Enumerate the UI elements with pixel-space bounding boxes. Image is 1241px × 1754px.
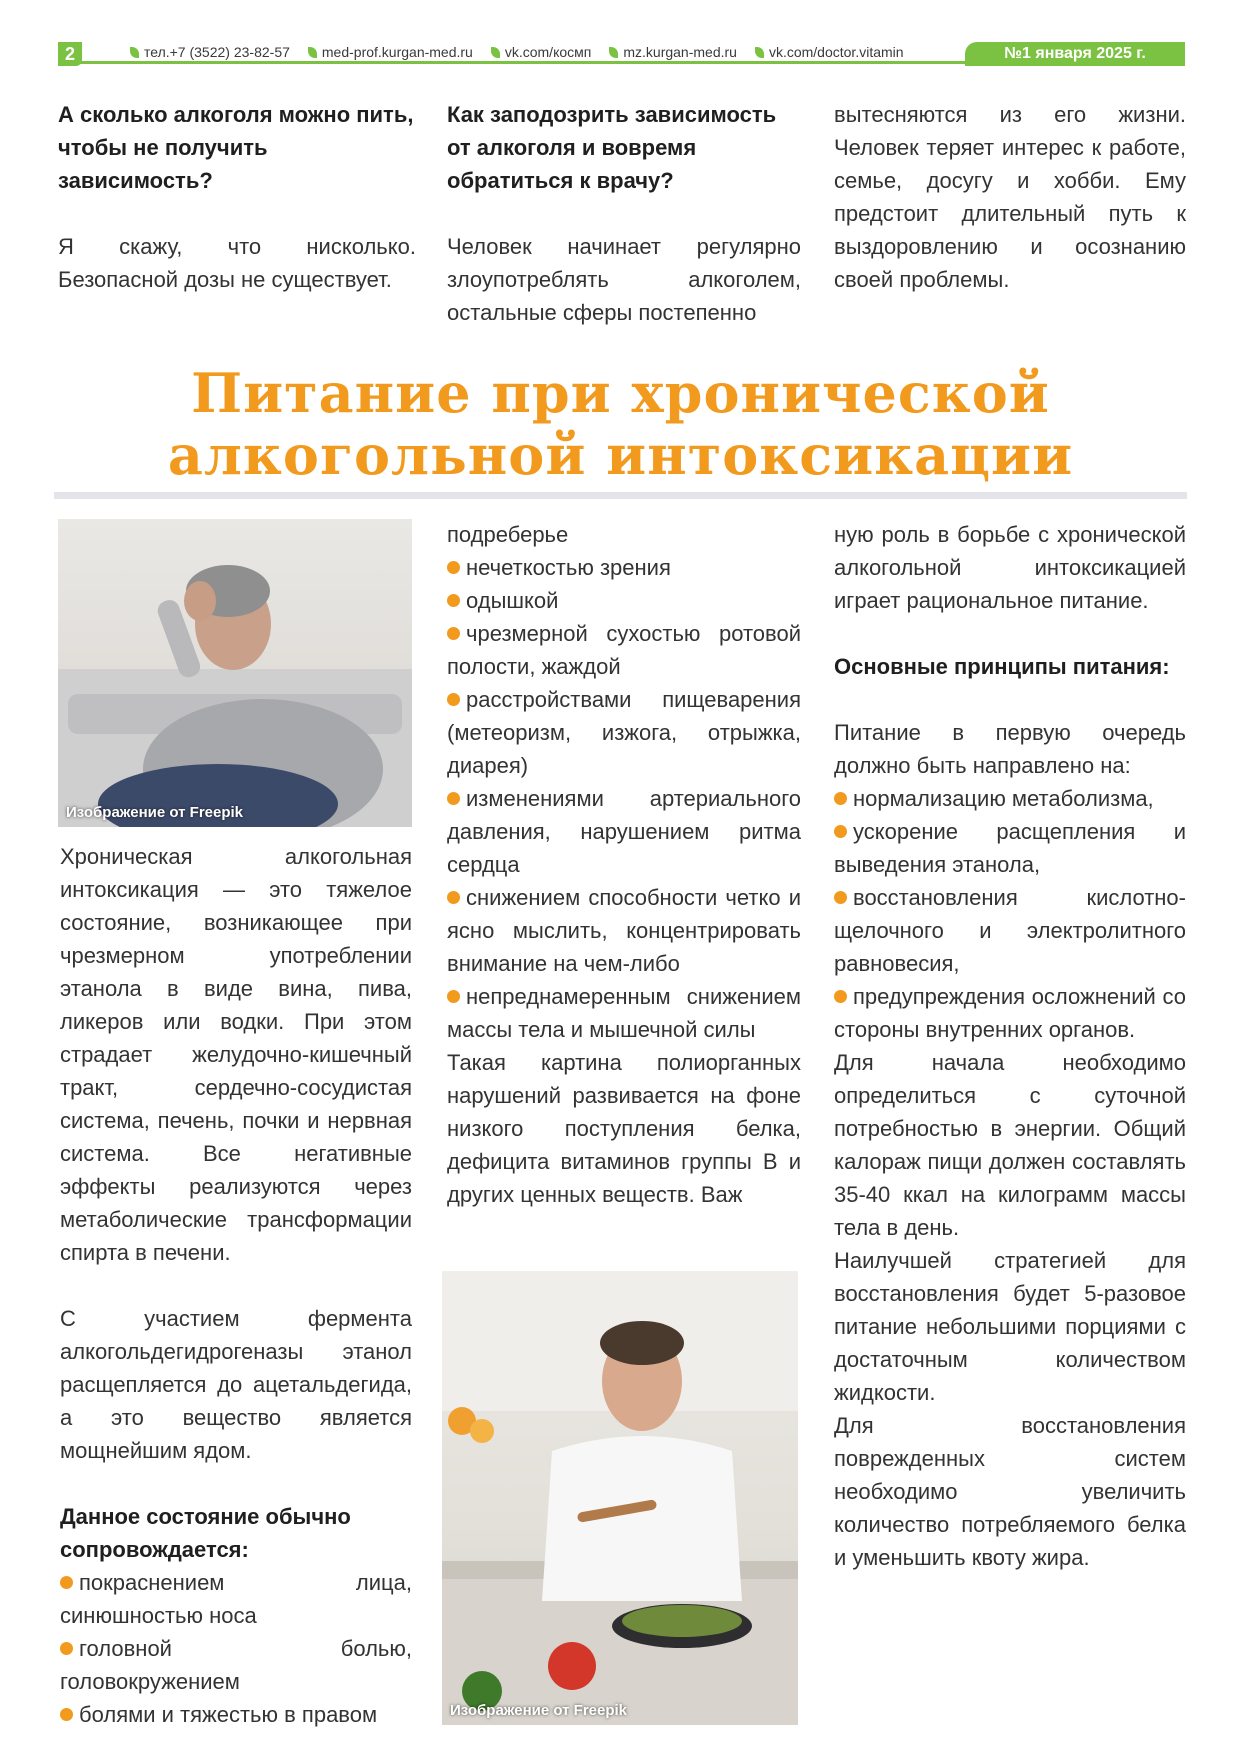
title-divider <box>54 492 1187 499</box>
bullet-dot-icon <box>834 825 847 838</box>
protein-paragraph: Для восстановления поврежденных систем необходимо увеличить количество потребляемого белка и уменьшить квоту жира. <box>834 1413 1186 1570</box>
list-item: снижением способности четко и ясно мыслить, концентрировать внимание на чем-либо <box>447 885 801 976</box>
bullet-dot-icon <box>834 990 847 1003</box>
photo-tired-man <box>58 519 412 827</box>
list-item: ускорение расщепления и выведения этанола, <box>834 819 1186 877</box>
list-item: непреднамеренным снижением массы тела и мышечной силы <box>447 984 801 1042</box>
contact-phone: тел.+7 (3522) 23-82-57 <box>130 42 290 62</box>
list-item: восстановления кислотно-щелочного и электролитного равновесия, <box>834 885 1186 976</box>
intro-paragraph: Хроническая алкогольная интоксикация — это тяжелое состояние, возникающее при чрезмерном употреблении этанола в виде вина, пива, ликеров или водки. При этом страдает желудочно-кишечный тракт, сердечно-сосудистая система, печень, почки и нервная система. Все негативные эффекты реализуются через метаболические трансформации спирта в печени. <box>60 844 412 1265</box>
leaf-icon <box>609 47 618 58</box>
leaf-icon <box>491 47 500 58</box>
qa-column-1 <box>58 98 416 296</box>
bullet-dot-icon <box>447 561 460 574</box>
list-item: болями и тяжестью в правом <box>60 1698 412 1731</box>
picture-paragraph-continued: ную роль в борьбе с хронической алкогольной интоксикацией играет рациональное питание. <box>834 522 1186 613</box>
cooking-man-illustration <box>442 1271 798 1725</box>
energy-paragraph: Для начала необходимо определиться с суточной потребностью в энергии. Общий калораж пищи должен составлять 35-40 ккал на килограмм массы тела в день. <box>834 1050 1186 1240</box>
leaf-icon <box>308 47 317 58</box>
bullet-dot-icon <box>834 792 847 805</box>
article-column-3 <box>834 518 1186 1574</box>
bullet-dot-icon <box>60 1642 73 1655</box>
principles-intro: Питание в первую очередь должно быть направлено на: <box>834 720 1186 778</box>
answer-2-continued: вытесняются из его жизни. Человек теряет интерес к работе, семье, досугу и хобби. Ему предстоит длительный путь к выздоровлению и осознанию своей проблемы. <box>834 102 1186 292</box>
page-number: 2 <box>58 42 82 66</box>
contacts-bar <box>130 42 904 62</box>
list-item: нечеткостью зрения <box>447 551 801 584</box>
bullet-dot-icon <box>447 693 460 706</box>
list-item: изменениями артериального давления, нарушением ритма сердца <box>447 786 801 877</box>
list-item: предупреждения осложнений со стороны внутренних органов. <box>834 984 1186 1042</box>
list-item: одышкой <box>447 584 801 617</box>
article-title: Питание при хронической алкогольной интоксикации <box>167 361 1074 487</box>
symptom-continued: подреберье <box>447 522 569 547</box>
bullet-dot-icon <box>834 891 847 904</box>
answer-2: Человек начинает регулярно злоупотреблять алкоголем, остальные сферы постепенно <box>447 234 801 325</box>
bullet-dot-icon <box>447 594 460 607</box>
list-item: чрезмерной сухостью ротовой полости, жаждой <box>447 621 801 679</box>
article-column-1 <box>60 840 412 1731</box>
question-2: Как заподозрить зависимость от алкоголя и вовремя обратиться к врачу? <box>447 102 777 193</box>
symptoms-heading: Данное состояние обычно сопровождается: <box>60 1504 351 1562</box>
issue-badge: №1 января 2025 г. <box>965 42 1185 66</box>
bullet-dot-icon <box>447 891 460 904</box>
list-item: покраснением лица, синюшностью носа <box>60 1570 412 1628</box>
strategy-paragraph: Наилучшей стратегией для восстановления будет 5-разовое питание небольшими порциями с достаточным количеством жидкости. <box>834 1248 1186 1405</box>
list-item: расстройствами пищеварения (метеоризм, изжога, отрыжка, диарея) <box>447 687 801 778</box>
tired-man-illustration <box>58 519 412 827</box>
contact-vk-doctor[interactable]: vk.com/doctor.vitamin <box>755 42 904 62</box>
bullet-dot-icon <box>447 990 460 1003</box>
contact-site[interactable]: med-prof.kurgan-med.ru <box>308 42 473 62</box>
leaf-icon <box>755 47 764 58</box>
list-item: головной болью, головокружением <box>60 1636 412 1694</box>
qa-column-3 <box>834 98 1186 296</box>
bullet-dot-icon <box>447 627 460 640</box>
bullet-dot-icon <box>447 792 460 805</box>
bullet-dot-icon <box>60 1708 73 1721</box>
answer-1: Я скажу, что нисколько. Безопасной дозы не существует. <box>58 234 416 292</box>
article-column-2 <box>447 518 801 1211</box>
qa-column-2 <box>447 98 801 329</box>
list-item: нормализацию метаболизма, <box>834 782 1186 815</box>
photo-cooking-man <box>442 1271 798 1725</box>
principles-heading: Основные принципы питания: <box>834 654 1170 679</box>
enzyme-paragraph: С участием фермента алкогольдегидрогеназы этанол расщепляется до ацетальдегида, а это вещество является мощнейшим ядом. <box>60 1306 412 1463</box>
contact-vk-kosmp[interactable]: vk.com/космп <box>491 42 592 62</box>
leaf-icon <box>130 47 139 58</box>
bullet-dot-icon <box>60 1576 73 1589</box>
question-1: А сколько алкоголя можно пить, чтобы не получить зависимость? <box>58 102 414 193</box>
photo-credit: Изображение от Freepik <box>450 1702 628 1719</box>
page-header <box>58 42 1185 66</box>
photo-credit: Изображение от Freepik <box>66 804 244 821</box>
picture-paragraph: Такая картина полиорганных нарушений развивается на фоне низкого поступления белка, дефицита витаминов группы В и других ценных веществ. Важ <box>447 1050 801 1207</box>
contact-mz[interactable]: mz.kurgan-med.ru <box>609 42 737 62</box>
